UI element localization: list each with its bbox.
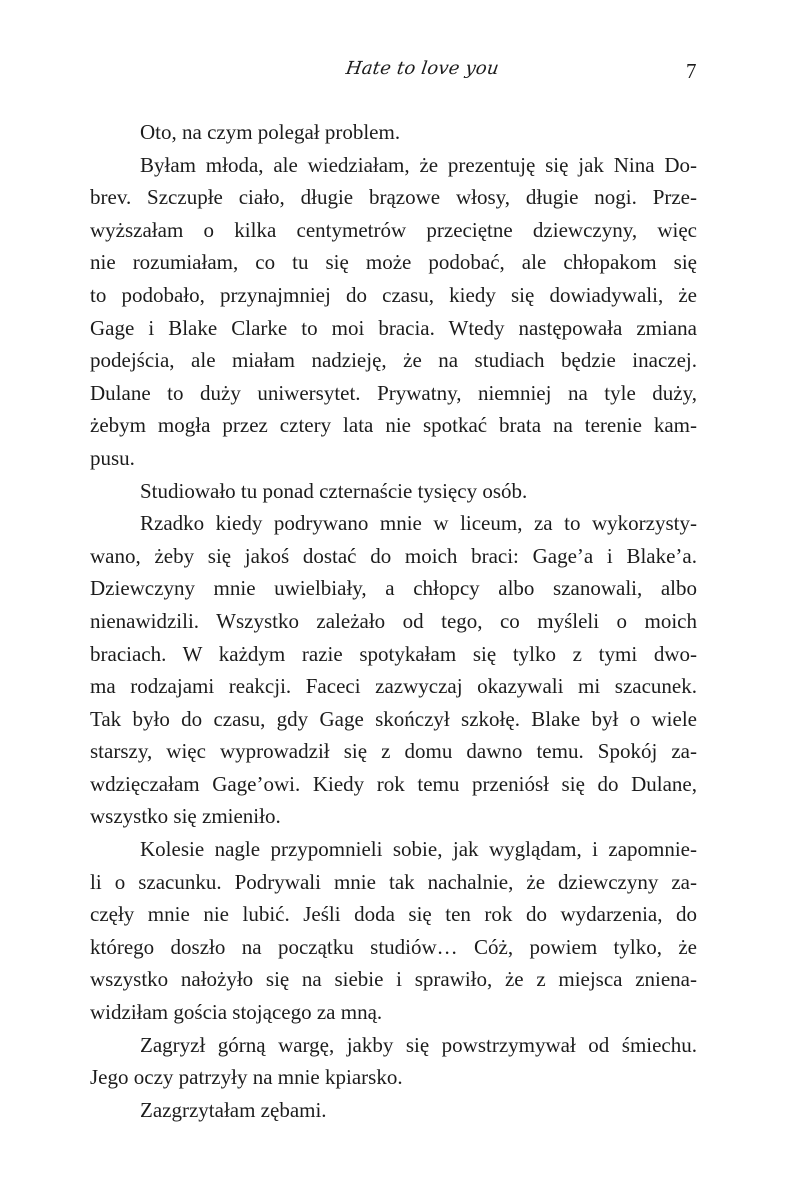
text-line: którego doszło na początku studiów… Cóż, powiem tylko, że [90, 934, 697, 959]
text-line: Gage i Blake Clarke to moi bracia. Wtedy następowała zmiana [90, 315, 697, 340]
text-line: wyższałam o kilka centymetrów przeciętne dziewczyny, więc [90, 217, 697, 242]
page-number: 7 [686, 59, 697, 83]
text-line: nie rozumiałam, co tu się może podobać, ale chłopakom się [90, 250, 697, 275]
text-line: wszystko się zmieniło. [90, 804, 281, 829]
text-line: nienawidzili. Wszystko zależało od tego, co myśleli o moich [90, 608, 697, 633]
text-line: starszy, więc wyprowadził się z domu dawno temu. Spokój za- [90, 739, 697, 764]
text-line: wszystko nałożyło się na siebie i sprawiło, że z miejsca zniena- [90, 967, 697, 992]
text-line: pusu. [90, 445, 135, 470]
text-line: wano, żeby się jakoś dostać do moich braci: Gage’a i Blake’a. [90, 543, 697, 568]
text-line: brev. Szczupłe ciało, długie brązowe włosy, długie nogi. Prze- [90, 185, 697, 210]
text-line: Tak było do czasu, gdy Gage skończył szkołę. Blake był o wiele [90, 706, 697, 731]
text-line: Zazgrzytałam zębami. [140, 1097, 327, 1122]
text-line: li o szacunku. Podrywali mnie tak nachalnie, że dziewczyny za- [90, 869, 697, 894]
text-line: Dziewczyny mnie uwielbiały, a chłopcy albo szanowali, albo [90, 576, 697, 601]
text-line: braciach. W każdym razie spotykałam się tylko z tymi dwo- [90, 641, 697, 666]
text-line: częły mnie nie lubić. Jeśli doda się ten rok do wydarzenia, do [90, 902, 697, 927]
running-title: Hate to love you [344, 58, 501, 79]
body-text [90, 116, 697, 1126]
text-line: ma rodzajami reakcji. Faceci zazwyczaj okazywali mi szacunek. [90, 674, 697, 699]
text-line: Jego oczy patrzyły na mnie kpiarsko. [90, 1065, 403, 1090]
text-line: Byłam młoda, ale wiedziałam, że prezentuję się jak Nina Do- [140, 152, 697, 177]
text-line: to podobało, przynajmniej do czasu, kiedy się dowiadywali, że [90, 282, 697, 307]
text-line: Rzadko kiedy podrywano mnie w liceum, za to wykorzysty- [140, 511, 697, 536]
text-line: Dulane to duży uniwersytet. Prywatny, niemniej na tyle duży, [90, 380, 697, 405]
text-line: widziłam gościa stojącego za mną. [90, 1000, 383, 1025]
running-header [0, 58, 790, 88]
text-line: żebym mogła przez cztery lata nie spotkać brata na terenie kam- [90, 413, 697, 438]
text-line: podejścia, ale miałam nadzieję, że na studiach będzie inaczej. [90, 348, 697, 373]
text-line: Zagryzł górną wargę, jakby się powstrzymywał od śmiechu. [140, 1032, 697, 1057]
text-line: wdzięczałam Gage’owi. Kiedy rok temu przeniósł się do Dulane, [90, 771, 697, 796]
text-line: Oto, na czym polegał problem. [140, 120, 401, 144]
text-line: Studiowało tu ponad czternaście tysięcy osób. [140, 478, 528, 503]
text-line: Kolesie nagle przypomnieli sobie, jak wyglądam, i zapomnie- [140, 837, 697, 862]
